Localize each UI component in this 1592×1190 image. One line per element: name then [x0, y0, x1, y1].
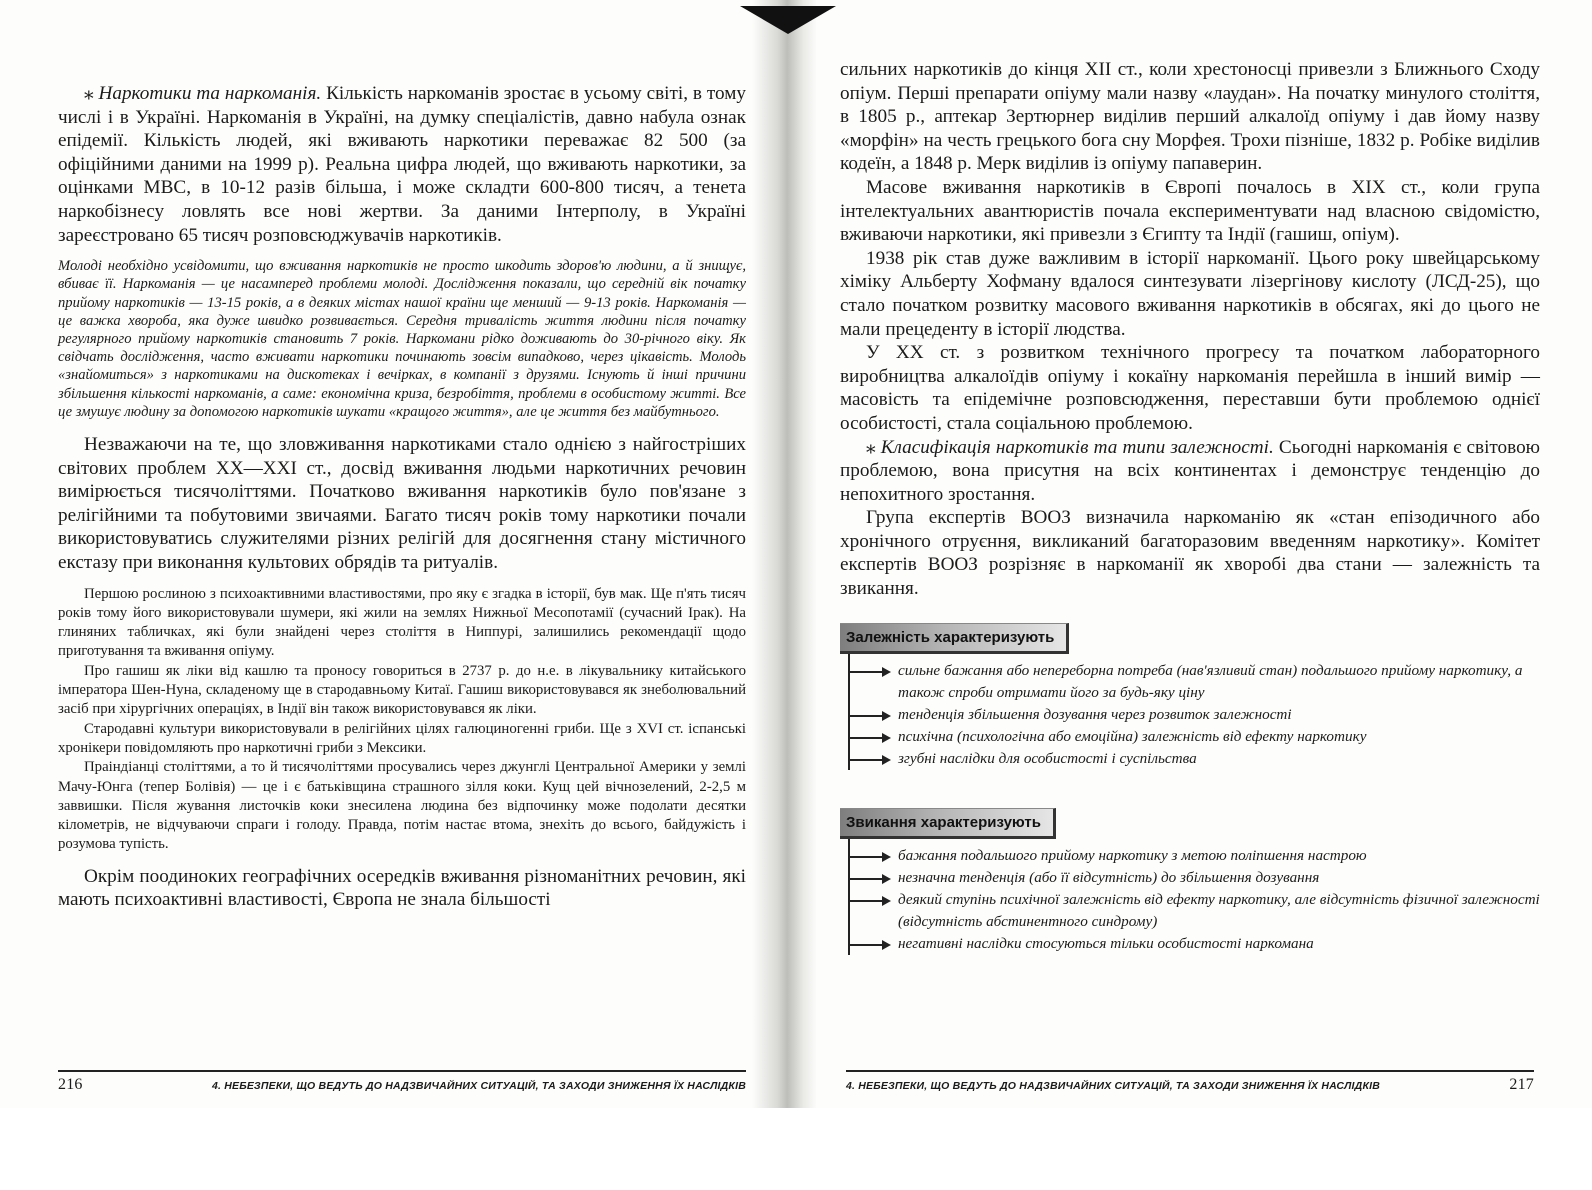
page-number-right: 217 [1509, 1076, 1534, 1093]
left-page [58, 0, 746, 1190]
habituation-item-4: негативні наслідки стосуються тільки особистості наркомана [850, 933, 1540, 955]
section-title-classification: Класифікація наркотиків та типи залежності. [880, 436, 1274, 458]
left-small-1: Першою рослиною з психоактивними властивостями, про яку є згадка в історії, був мак. Ще п'ять тисяч років тому його використовували шумери, які жили на землях Нижньої Месопотамії (сучасний Ірак). На глиняних табличках, які були знайдені через століття в Ниппурі, залишились рекомендації щодо приготування та вживання опіуму. [58, 585, 746, 660]
running-head-left: 4. НЕБЕЗПЕКИ, ЩО ВЕДУТЬ ДО НАДЗВИЧАЙНИХ СИТУАЦІЙ, ТА ЗАХОДИ ЗНИЖЕННЯ ЇХ НАСЛІДКІВ [211, 1080, 746, 1092]
habituation-item-1: бажання подальшого прийому наркотику з метою поліпшення настрою [850, 845, 1540, 867]
right-page [840, 0, 1540, 1166]
habituation-item-3: деякий ступінь психічної залежність від ефекту наркотику, але відсутність фізичної залежності (відсутність абстинентного синдрому) [850, 889, 1540, 933]
habituation-item-2: незначна тенденція (або її відсутність) до збільшення дозування [850, 867, 1540, 889]
habituation-list [848, 839, 1540, 955]
dependence-item-2: тенденція збільшення дозування через розвиток залежності [850, 704, 1540, 726]
dependence-item-4: згубні наслідки для особистості і суспільства [850, 748, 1540, 770]
right-paragraph-5-text: Сьогодні наркоманія є світовою проблемою, вона присутня на всіх континентах і демонструє тенденцію до непохитного зростання. [840, 436, 1540, 505]
right-paragraph-1: сильних наркотиків до кінця XII ст., коли хрестоносці привезли з Ближнього Сходу опіум. Перші препарати опіуму мали назву «лаудан». На початку минулого століття, в 1805 р., аптекар Зертюрнер виділив перший алкалоїд опіуму і дав йому назву «морфін» на честь грецького бога сну Морфея. Трохи пізніше, 1832 р. Робіке виділив кодеїн, а 1848 р. Мерк виділив із опіуму папаверин. [840, 59, 1540, 175]
left-small-4: Праіндіанці століттями, а то й тисячоліттями просувались через джунглі Центральної Америки у землі Мачу-Юнга (тепер Болівія) — це і є батьківщина страшного зілля коки. Кущ цей вічнозелений, 2-2,5 м заввишки. Після жування листочків коки знесилена людина без відпочинку може подолати десятки кілометрів, не відчуваючи спраги і голоду. Правда, потім настає втома, знехіть до всього, байдужість і розумова тупість. [58, 759, 746, 853]
left-paragraph-1 [58, 82, 746, 247]
right-paragraph-5 [840, 436, 1540, 507]
habituation-diagram [840, 808, 1540, 955]
book-gutter [752, 0, 816, 1108]
left-paragraph-3: Окрім поодиноких географічних осередків вживання різноманітних речовин, які мають психоактивні властивості, Європа не знала більшості [58, 865, 746, 911]
section-title-narcotics: Наркотики та наркоманія. [98, 83, 322, 104]
bullet-star-icon: ⁎ [84, 83, 99, 104]
bullet-star-icon-2: ⁎ [866, 436, 881, 458]
dependence-label: Залежність характеризують [840, 623, 1069, 654]
dependence-list [848, 654, 1540, 770]
left-paragraph-1-text: Кількість наркоманів зростає в усьому світі, в тому числі і в Україні. Наркоманія в Україні, на думку спеціалістів, давно набула ознак епідемії. Кількість людей, які вживають наркотики переважає 82 500 (за офіційними даними на 1999 р). Реальна цифра людей, що вживають наркотики, за оцінками МВС, в 10-12 разів більша, і може складти 600-800 тисяч, а тенета наркобізнесу ловлять все нові жертви. За даними Інтерполу, в Україні зареєстровано 65 тисяч розповсюджувачів наркотиків. [58, 83, 746, 246]
running-head-right: 4. НЕБЕЗПЕКИ, ЩО ВЕДУТЬ ДО НАДЗВИЧАЙНИХ СИТУАЦІЙ, ТА ЗАХОДИ ЗНИЖЕННЯ ЇХ НАСЛІДКІВ [846, 1080, 1381, 1092]
dependence-item-1: сильне бажання або непереборна потреба (нав'язливий стан) подальшого прийому наркотику, а також спроби отримати його за будь-яку ціну [850, 660, 1540, 704]
gutter-shadow-mark [740, 6, 836, 34]
left-small-2: Про гашиш як ліки від кашлю та проносу говориться в 2737 р. до н.е. в лікувальнику китайського імператора Шен-Нуна, складеному ще в стародавньому Китаї. Гашиш використовувався як знеболювальний засіб при хірургічних операціях, в Індії він також використовувався як ліки. [58, 662, 746, 718]
left-small-3: Стародавні культури використовували в релігійних цілях галюциногенні гриби. Ще з XVI ст. іспанські хронікери повідомляють про наркотичні гриби з Мексики. [58, 720, 746, 756]
right-paragraph-6: Група експертів ВООЗ визначила наркоманію як «стан епізодичного або хронічного отруєння, викликаний багаторазовим введенням наркотику». Комітет експертів ВООЗ розрізняє в наркоманії як хворобі два стани — залежність та звикання. [840, 507, 1540, 600]
dependence-diagram [840, 623, 1540, 770]
left-italic-block: Молоді необхідно усвідомити, що вживання наркотиків не просто шкодить здоров'ю людини, а й знищує, вбиває її. Наркоманія — це насамперед проблеми молоді. Дослідження показали, що середній вік початку прийому наркотиків — 13-15 років, а в деяких містах нашої країни ще менший — 9-13 років. Наркоманія — це важка хвороба, яка дуже швидко розвивається. Середня тривалість життя людини після початку регулярного прийому наркотиків становить 7 років. Наркомани рідко доживають до 30-річного віку. Як свідчать дослідження, часто вживати наркотики починають зовсім випадково, через цікавість. Молодь «знайомиться» з наркотиками на дискотеках і вечірках, в компанії з друзями. Існують й інші причини збільшення кількості наркоманів, а саме: економічна криза, безробіття, проблеми в особистому житті. Все це змушує людину за допомогою наркотиків шукати «кращого життя», але це життя без майбутнього. [58, 258, 746, 420]
dependence-item-3: психічна (психологічна або емоційна) залежність від ефекту наркотику [850, 726, 1540, 748]
left-footer [58, 1070, 746, 1094]
left-paragraph-2: Незважаючи на те, що зловживання наркотиками стало однією з найгостріших світових проблем XX—XXI ст., досвід вживання людьми наркотичних речовин вимірюється тисячоліттями. Початково вживання наркотиків було пов'язане з релігійними та побутовими звичаями. Багато тисяч років тому наркотики почали використовуватись служителями різних релігій для досягнення стану містичного екстазу при виконання культових обрядів та ритуалів. [58, 433, 746, 573]
right-paragraph-4: У XX ст. з розвитком технічного прогресу та початком лабораторного виробництва алкалоїдів опіуму і кокаїну наркоманія перейшла в інший вимір — масовість та епідемічне розповсюдження, переставши бути проблемою однієї особистості, стала соціальною проблемою. [840, 342, 1540, 434]
right-footer [846, 1070, 1534, 1094]
habituation-label: Звикання характеризують [840, 808, 1056, 839]
page-number-left: 216 [58, 1076, 83, 1093]
right-paragraph-3: 1938 рік став дуже важливим в історії наркоманії. Цього року швейцарському хіміку Альберту Хофману вдалося синтезувати лізергінову кислоту (ЛСД-25), що стало початком розвитку масового вживання наркотиків в обсягах, які до цього не мали прецеденту в історії людства. [840, 247, 1540, 340]
right-paragraph-2: Масове вживання наркотиків в Європі почалось в XIX ст., коли група інтелектуальних авантюристів почала експериментувати над власною свідомістю, вживаючи наркотики, які привезли з Єгипту та Індії (гашиш, опіум). [840, 176, 1540, 246]
